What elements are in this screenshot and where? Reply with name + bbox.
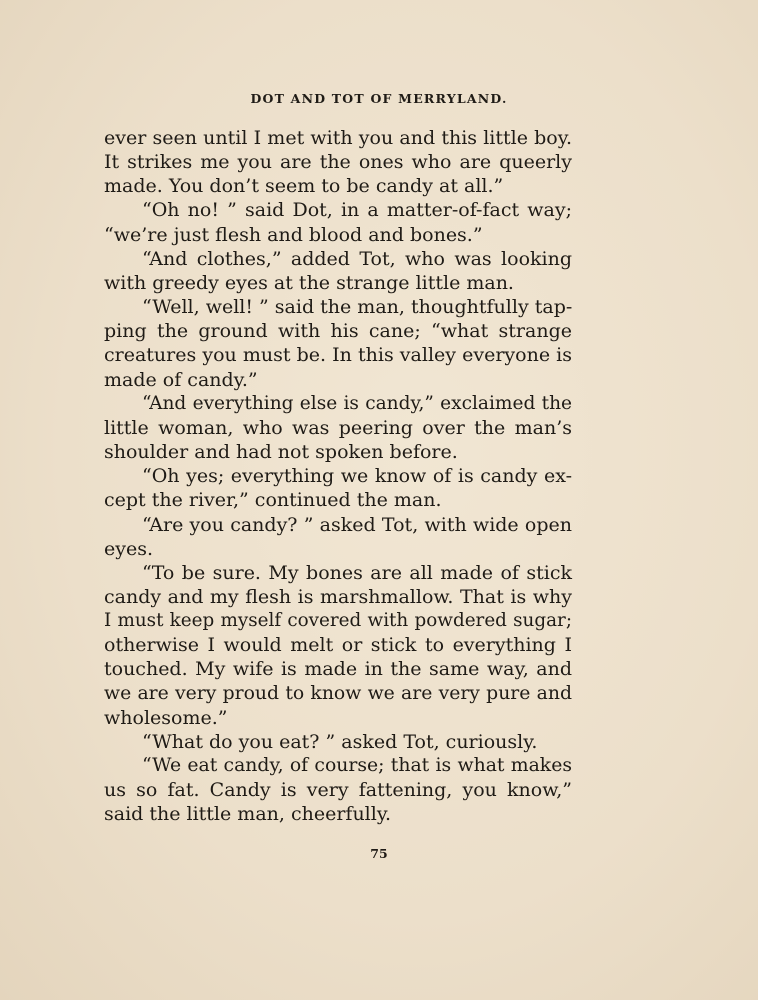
- text-line: creatures you must be. In this valley everyone is: [104, 344, 572, 367]
- text-line: “What do you eat? ” asked Tot, curiously.: [142, 730, 538, 753]
- text-line: “We eat candy, of course; that is what makes: [142, 755, 572, 777]
- text-line: us so fat. Candy is very fattening, you know,”: [104, 779, 572, 802]
- text-line: candy and my flesh is marshmallow. That is why: [104, 585, 572, 608]
- text-line: made. You don’t seem to be candy at all.”: [104, 175, 504, 198]
- text-line: wholesome.”: [104, 706, 228, 729]
- page-number: 75: [370, 846, 388, 861]
- text-line: little woman, who was peering over the man’s: [104, 416, 572, 439]
- text-line: “And everything else is candy,” exclaimed the: [142, 392, 572, 414]
- text-line: said the little man, cheerfully.: [104, 803, 392, 826]
- text-line: eyes.: [104, 537, 154, 560]
- text-line: “Oh no! ” said Dot, in a matter-of-fact way;: [142, 199, 572, 222]
- body-text: [104, 126, 572, 827]
- text-line: ever seen until I met with you and this little boy.: [104, 127, 572, 149]
- text-line: I must keep myself covered with powdered sugar;: [104, 610, 572, 632]
- text-line: cept the river,” continued the man.: [104, 489, 442, 512]
- running-head: DOT AND TOT OF MERRYLAND.: [250, 91, 508, 106]
- text-line: touched. My wife is made in the same way, and: [104, 658, 572, 681]
- text-line: ping the ground with his cane; “what strange: [104, 320, 572, 343]
- text-line: “To be sure. My bones are all made of stick: [142, 561, 572, 584]
- text-line: “And clothes,” added Tot, who was looking: [142, 247, 572, 270]
- text-line: “Well, well! ” said the man, thoughtfully tap-: [142, 296, 573, 319]
- text-line: “Are you candy? ” asked Tot, with wide open: [142, 513, 572, 536]
- text-line: with greedy eyes at the strange little man.: [104, 271, 514, 294]
- text-line: we are very proud to know we are very pure and: [104, 682, 572, 704]
- text-line: made of candy.”: [104, 368, 258, 391]
- text-line: “Oh yes; everything we know of is candy ex-: [142, 465, 572, 488]
- text-line: It strikes me you are the ones who are queerly: [104, 151, 572, 174]
- text-line: shoulder and had not spoken before.: [104, 441, 458, 464]
- text-line: “we’re just flesh and blood and bones.”: [104, 223, 483, 246]
- text-line: otherwise I would melt or stick to everything I: [104, 634, 572, 657]
